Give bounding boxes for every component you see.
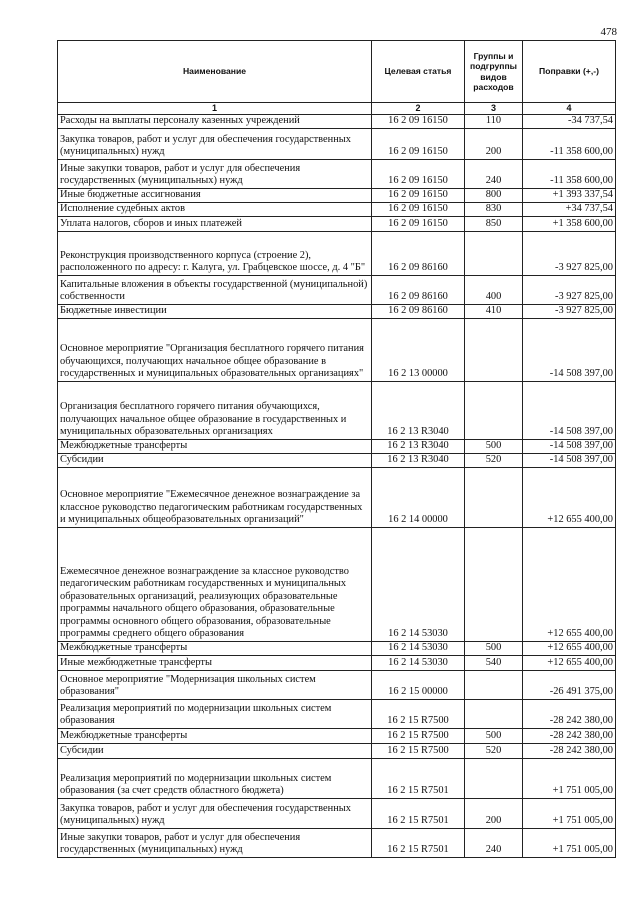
row-name: Иные закупки товаров, работ и услуг для обеспечения государственных (муниципальных) нужд — [58, 828, 372, 857]
table-row — [58, 381, 616, 439]
row-group — [465, 318, 523, 381]
table-row — [58, 655, 616, 670]
col-number-group: 3 — [465, 103, 523, 115]
row-group — [465, 699, 523, 728]
table-row — [58, 828, 616, 857]
row-amount: -11 358 600,00 — [523, 159, 616, 188]
row-amount: -14 508 397,00 — [523, 318, 616, 381]
row-amount: +12 655 400,00 — [523, 655, 616, 670]
row-name: Расходы на выплаты персоналу казенных учреждений — [58, 114, 372, 128]
budget-amendments-table — [57, 40, 616, 858]
row-name: Организация бесплатного горячего питания обучающихся, получающих начальное общее образование в государственных и муниципальных образовательных организациях — [58, 381, 372, 439]
row-code: 16 2 15 R7501 — [372, 798, 465, 828]
table-header-row — [58, 41, 616, 103]
row-group — [465, 381, 523, 439]
row-amount: +34 737,54 — [523, 202, 616, 216]
row-name: Субсидии — [58, 743, 372, 758]
row-code: 16 2 13 R3040 — [372, 439, 465, 453]
row-amount: +1 751 005,00 — [523, 828, 616, 857]
col-header-code: Целевая статья — [372, 41, 465, 103]
table-row — [58, 202, 616, 216]
row-code: 16 2 15 R7501 — [372, 758, 465, 798]
row-group: 240 — [465, 828, 523, 857]
table-row — [58, 318, 616, 381]
row-name: Основное мероприятие "Ежемесячное денежное вознаграждение за классное руководство педагогическим работникам государственных и муниципальных общеобразовательных организаций" — [58, 467, 372, 527]
table-row — [58, 128, 616, 159]
row-amount: +12 655 400,00 — [523, 641, 616, 655]
row-code: 16 2 09 86160 — [372, 275, 465, 304]
table-row — [58, 304, 616, 318]
row-amount: -14 508 397,00 — [523, 439, 616, 453]
row-group: 200 — [465, 798, 523, 828]
row-group: 520 — [465, 743, 523, 758]
row-code: 16 2 14 53030 — [372, 641, 465, 655]
row-group — [465, 758, 523, 798]
table-row — [58, 453, 616, 467]
table-row — [58, 439, 616, 453]
row-name: Основное мероприятие "Модернизация школьных систем образования" — [58, 670, 372, 699]
col-header-name: Наименование — [58, 41, 372, 103]
table-row — [58, 670, 616, 699]
table-row — [58, 231, 616, 275]
table-row — [58, 728, 616, 743]
row-name: Субсидии — [58, 453, 372, 467]
row-group: 240 — [465, 159, 523, 188]
row-amount: +1 358 600,00 — [523, 216, 616, 231]
row-code: 16 2 13 R3040 — [372, 381, 465, 439]
table-row — [58, 159, 616, 188]
column-number-row — [58, 103, 616, 115]
row-name: Межбюджетные трансферты — [58, 728, 372, 743]
row-group: 500 — [465, 439, 523, 453]
row-amount: -3 927 825,00 — [523, 304, 616, 318]
row-name: Закупка товаров, работ и услуг для обеспечения государственных (муниципальных) нужд — [58, 798, 372, 828]
row-amount: +12 655 400,00 — [523, 467, 616, 527]
col-number-code: 2 — [372, 103, 465, 115]
row-code: 16 2 14 53030 — [372, 655, 465, 670]
table-row — [58, 798, 616, 828]
table-row — [58, 216, 616, 231]
row-amount: -34 737,54 — [523, 114, 616, 128]
row-amount: +1 393 337,54 — [523, 188, 616, 202]
row-name: Ежемесячное денежное вознаграждение за классное руководство педагогическим работникам государственных и муниципальных образовательных организаций, реализующих образовательные программы начального общего образования, образовательные программы основного общего образования, образовательные программы среднего общего образования — [58, 527, 372, 641]
table-row — [58, 527, 616, 641]
row-group: 500 — [465, 728, 523, 743]
row-name: Иные закупки товаров, работ и услуг для обеспечения государственных (муниципальных) нужд — [58, 159, 372, 188]
table-row — [58, 743, 616, 758]
row-code: 16 2 15 R7500 — [372, 743, 465, 758]
row-group — [465, 467, 523, 527]
row-name: Иные межбюджетные трансферты — [58, 655, 372, 670]
col-number-amount: 4 — [523, 103, 616, 115]
row-name: Бюджетные инвестиции — [58, 304, 372, 318]
col-header-amount: Поправки (+,-) — [523, 41, 616, 103]
row-group: 400 — [465, 275, 523, 304]
row-group: 500 — [465, 641, 523, 655]
row-name: Реализация мероприятий по модернизации школьных систем образования (за счет средств областного бюджета) — [58, 758, 372, 798]
row-group: 540 — [465, 655, 523, 670]
row-name: Исполнение судебных актов — [58, 202, 372, 216]
row-code: 16 2 13 R3040 — [372, 453, 465, 467]
row-amount: +1 751 005,00 — [523, 758, 616, 798]
row-group: 830 — [465, 202, 523, 216]
table-row — [58, 275, 616, 304]
row-code: 16 2 14 53030 — [372, 527, 465, 641]
row-name: Межбюджетные трансферты — [58, 641, 372, 655]
table-row — [58, 699, 616, 728]
row-name: Иные бюджетные ассигнования — [58, 188, 372, 202]
table-row — [58, 467, 616, 527]
row-group: 410 — [465, 304, 523, 318]
table-row — [58, 758, 616, 798]
col-number-name: 1 — [58, 103, 372, 115]
table-row — [58, 188, 616, 202]
row-code: 16 2 15 R7500 — [372, 699, 465, 728]
row-code: 16 2 14 00000 — [372, 467, 465, 527]
table-row — [58, 114, 616, 128]
row-amount: -14 508 397,00 — [523, 381, 616, 439]
row-amount: +12 655 400,00 — [523, 527, 616, 641]
row-code: 16 2 09 16150 — [372, 159, 465, 188]
row-code: 16 2 09 16150 — [372, 128, 465, 159]
row-amount: +1 751 005,00 — [523, 798, 616, 828]
row-amount: -3 927 825,00 — [523, 275, 616, 304]
row-name: Межбюджетные трансферты — [58, 439, 372, 453]
row-name: Закупка товаров, работ и услуг для обеспечения государственных (муниципальных) нужд — [58, 128, 372, 159]
row-amount: -26 491 375,00 — [523, 670, 616, 699]
row-code: 16 2 09 16150 — [372, 188, 465, 202]
row-code: 16 2 13 00000 — [372, 318, 465, 381]
row-code: 16 2 09 86160 — [372, 231, 465, 275]
row-amount: -28 242 380,00 — [523, 699, 616, 728]
row-code: 16 2 09 86160 — [372, 304, 465, 318]
row-group: 110 — [465, 114, 523, 128]
row-group: 850 — [465, 216, 523, 231]
row-amount: -14 508 397,00 — [523, 453, 616, 467]
row-name: Основное мероприятие "Организация бесплатного горячего питания обучающихся, получающих начальное общее образование в государственных и муниципальных образовательных организациях" — [58, 318, 372, 381]
table-row — [58, 641, 616, 655]
row-name: Реконструкция производственного корпуса (строение 2), расположенного по адресу: г. Калуга, ул. Грабцевское шоссе, д. 4 "Б" — [58, 231, 372, 275]
page-number: 478 — [600, 26, 617, 38]
row-code: 16 2 09 16150 — [372, 202, 465, 216]
row-code: 16 2 15 00000 — [372, 670, 465, 699]
row-group — [465, 527, 523, 641]
row-name: Реализация мероприятий по модернизации школьных систем образования — [58, 699, 372, 728]
row-name: Капитальные вложения в объекты государственной (муниципальной) собственности — [58, 275, 372, 304]
row-group: 200 — [465, 128, 523, 159]
row-amount: -28 242 380,00 — [523, 743, 616, 758]
row-code: 16 2 09 16150 — [372, 114, 465, 128]
row-amount: -28 242 380,00 — [523, 728, 616, 743]
row-code: 16 2 15 R7501 — [372, 828, 465, 857]
row-name: Уплата налогов, сборов и иных платежей — [58, 216, 372, 231]
row-code: 16 2 15 R7500 — [372, 728, 465, 743]
row-group — [465, 670, 523, 699]
row-group: 800 — [465, 188, 523, 202]
row-amount: -3 927 825,00 — [523, 231, 616, 275]
row-amount: -11 358 600,00 — [523, 128, 616, 159]
col-header-group: Группы и подгруппы видов расходов — [465, 41, 523, 103]
row-group — [465, 231, 523, 275]
row-group: 520 — [465, 453, 523, 467]
row-code: 16 2 09 16150 — [372, 216, 465, 231]
